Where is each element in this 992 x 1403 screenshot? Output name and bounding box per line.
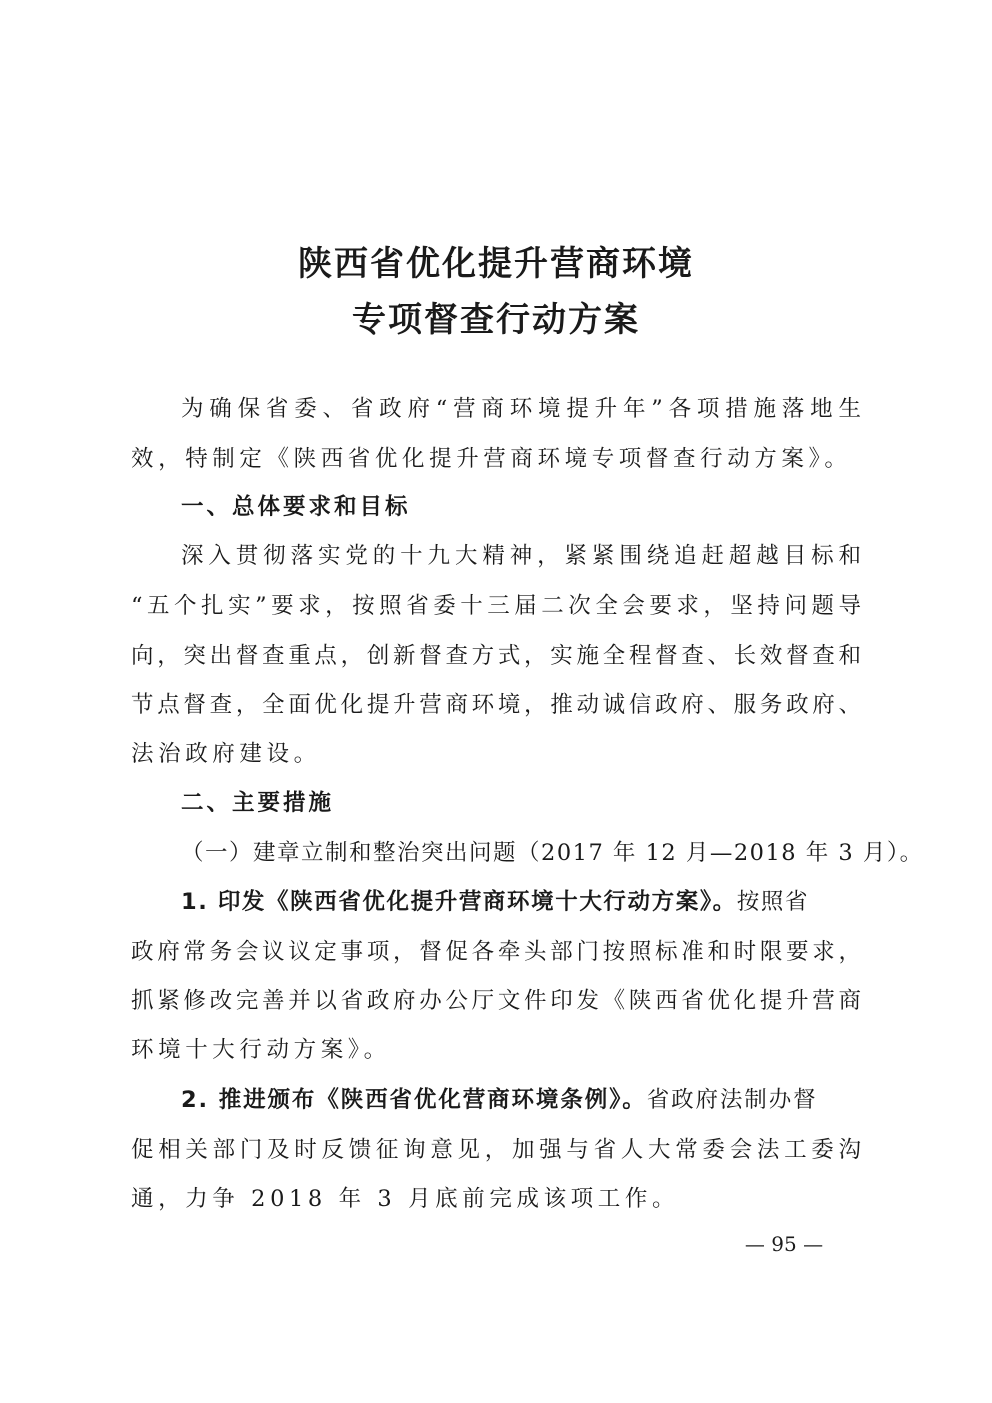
intro-line-1: 为确保省委、省政府“营商环境提升年”各项措施落地生	[181, 396, 861, 422]
document-title-line-2: 专项督查行动方案	[352, 300, 640, 340]
page-number: — 95 —	[744, 1232, 824, 1256]
section-2-heading: 二、主要措施	[181, 790, 335, 816]
section-1-line: 节点督查，全面优化提升营商环境，推动诚信政府、服务政府、	[131, 692, 861, 718]
section-1-line: 向，突出督查重点，创新督查方式，实施全程督查、长效督查和	[131, 643, 861, 669]
item-2-line: 通，力争 2018 年 3 月底前完成该项工作。	[131, 1186, 680, 1212]
subsection-1-heading: （一）建章立制和整治突出问题（2017 年 12 月—2018 年 3 月）。	[181, 840, 924, 866]
item-1-line: 抓紧修改完善并以省政府办公厅文件印发《陕西省优化提升营商	[131, 988, 861, 1014]
document-title-line-1: 陕西省优化提升营商环境	[298, 244, 694, 284]
item-1-lead-rest: 按照省	[736, 889, 810, 915]
item-1-line: 环境十大行动方案》。	[131, 1037, 391, 1063]
item-2-first-line	[181, 1085, 861, 1115]
section-1-line: 法治政府建设。	[131, 741, 321, 767]
section-1-line: “五个扎实”要求，按照省委十三届二次全会要求，坚持问题导	[131, 593, 861, 619]
item-2-line: 促相关部门及时反馈征询意见，加强与省人大常委会法工委沟	[131, 1137, 861, 1163]
intro-line-2: 效，特制定《陕西省优化提升营商环境专项督查行动方案》。	[131, 446, 852, 472]
item-1-bold-lead: 1. 印发《陕西省优化提升营商环境十大行动方案》。	[181, 889, 737, 915]
section-1-heading: 一、总体要求和目标	[181, 494, 411, 520]
section-1-line: 深入贯彻落实党的十九大精神，紧紧围绕追赶超越目标和	[181, 543, 861, 569]
item-1-line: 政府常务会议议定事项，督促各牵头部门按照标准和时限要求，	[131, 939, 861, 965]
item-2-bold-lead: 2. 推进颁布《陕西省优化营商环境条例》。	[181, 1087, 647, 1113]
item-1-first-line	[181, 887, 861, 917]
item-2-lead-rest: 省政府法制办督	[646, 1087, 818, 1113]
